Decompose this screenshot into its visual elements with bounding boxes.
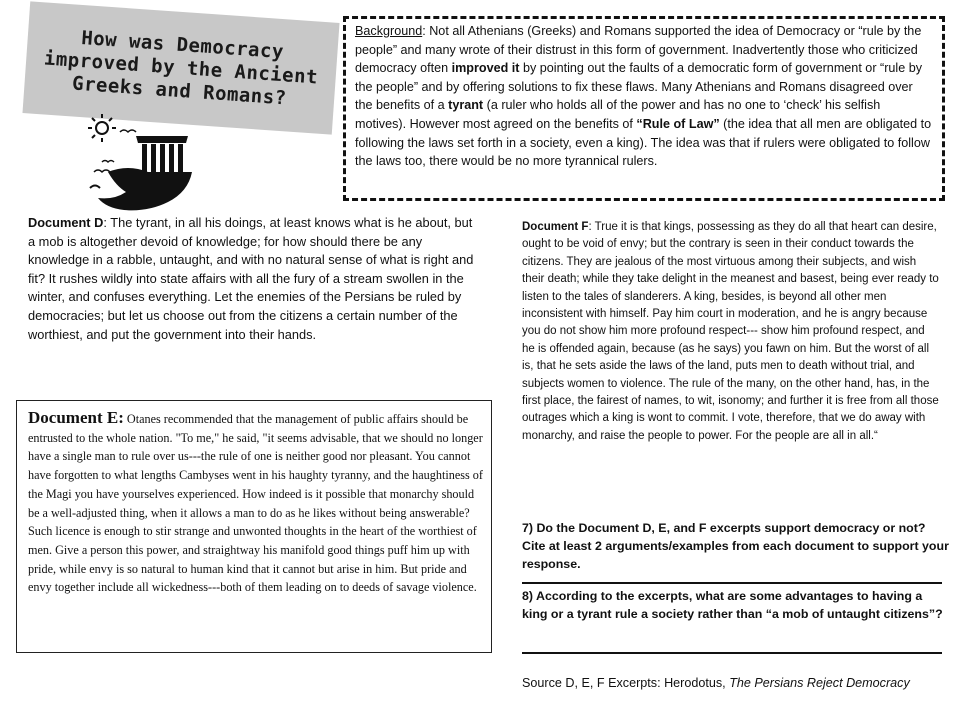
document-f-label: Document F (522, 221, 589, 233)
question-8: 8) According to the excerpts, what are some advantages to having a king or a tyrant rule a society rather than “a mob of untaught citizens”? (522, 589, 943, 621)
source-prefix: Source D, E, F Excerpts: Herodotus, (522, 676, 730, 690)
source-citation (522, 676, 910, 690)
document-d-label: Document D (28, 215, 104, 230)
background-bold-3: “Rule of Law” (636, 116, 720, 131)
background-text-2: by pointing out the faults of a democratic form of government or “rule by the people” and by offering solutions to fix these flaws. Many Athenians and Romans disagreed over the benefits of a (355, 61, 923, 113)
background-text-3: (a ruler who holds all of the power and has no one to ‘check’ his selfish motives). However most agreed on the benefits of (355, 98, 881, 131)
background-bold-2: tyrant (448, 98, 484, 113)
answer-line-q7[interactable] (522, 582, 942, 584)
background-label: Background (355, 24, 423, 38)
source-title: The Persians Reject Democracy (729, 676, 910, 690)
background-text-4: (the idea that all men are obligated to following the laws set forth in a society, even a king). The idea was that if rulers were obligated to follow the laws too, there would be no more tyrannical rulers. (355, 116, 932, 169)
background-box (343, 16, 945, 201)
document-e-text: Otanes recommended that the management of public affairs should be entrusted to the whole nation. "To me," he said, "it seems advisable, that we should no longer have a single man to rule over us---the rule of one is neither good nor pleasant. You cannot have forgotten to what lengths Cambyses went in his haughty tyranny, and the haughtiness of the Magi you have yourselves experienced. How indeed is it possible that monarchy should be a well-adjusted thing, when it allows a man to do as he likes without being answerable? Such licence is enough to stir strange and unwonted thoughts in the heart of the worthiest of men. Give a person this power, and straightway his manifold good things puff him up with pride, while envy is so natural to human kind that it cannot but arise in him. But pride and envy together include all wickedness---both of them leading on to deeds of savage violence. (28, 412, 483, 595)
greek-temple-columns-clipart (88, 112, 196, 216)
document-e (16, 400, 492, 653)
document-f-text: : True it is that kings, possessing as they do all that heart can desire, ought to be void of envy; but the contrary is seen in their conduct towards the citizens. They are jealous of the most virtuous among their subjects, and wish their death; while they take delight in the meanest and basest, being ever ready to listen to the tales of slanderers. A king, besides, is beyond all other men inconsistent with himself. Pay him court in moderation, and he is angry because you do not show him more profound respect--- show him profound respect, and he is offended again, because (as he says) you fawn on him. But the worst of all is, that he sets aside the laws of the land, puts men to death without trial, and subjects women to violence. The rule of the many, on the other hand, has, in the first place, the fairest of names, to wit, isonomy; and further it is free from all those outrages which a king is wont to commit. I vote, therefore, that we do away with monarchy, and raise the people to power. For the people are all in all.“ (522, 221, 939, 442)
question-7: 7) Do the Document D, E, and F excerpts support democracy or not? Cite at least 2 arguments/examples from each document to support your response. (522, 521, 949, 571)
document-f (522, 219, 940, 445)
answer-line-q8[interactable] (522, 652, 942, 654)
document-e-label: Document E: (28, 408, 124, 427)
background-bold-1: improved it (451, 61, 520, 76)
document-d (28, 214, 480, 344)
page-title: How was Democracy improved by the Ancient Greeks and Romans? (43, 26, 319, 109)
document-d-text: : The tyrant, in all his doings, at least knows what is he about, but a mob is altogether devoid of knowledge; for how should there be any knowledge in a rabble, untaught, and with no natural sense of what is right and fit? It rushes wildly into state affairs with all the fury of a stream swollen in the winter, and confuses everything. Let the enemies of the Persians be ruled by democracies; but let us choose out from the citizens a certain number of the worthiest, and put the government into their hands. (28, 215, 474, 342)
background-text-1: : Not all Athenians (Greeks) and Romans supported the idea of Democracy or “rule by the people” and many wrote of their distrust in this form of government. Inadvertently those who criticized democracy often (355, 24, 922, 76)
